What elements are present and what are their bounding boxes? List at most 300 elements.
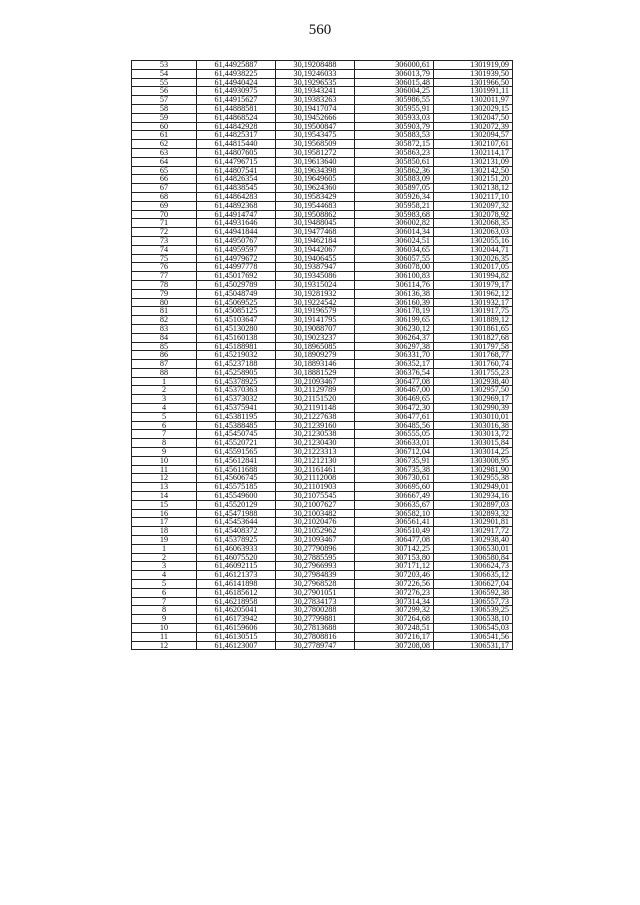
latitude-cell: 61,44914747: [197, 210, 276, 219]
x-coordinate-cell: 306331,70: [355, 351, 434, 360]
x-coordinate-cell: 307153,80: [355, 553, 434, 562]
longitude-cell: 30,19583429: [276, 192, 355, 201]
point-number-cell: 74: [132, 245, 197, 254]
x-coordinate-cell: 305872,15: [355, 140, 434, 149]
point-number-cell: 6: [132, 588, 197, 597]
longitude-cell: 30,21075545: [276, 492, 355, 501]
table-row: [132, 553, 513, 562]
table-row: [132, 175, 513, 184]
latitude-cell: 61,46075520: [197, 553, 276, 562]
point-number-cell: 11: [132, 465, 197, 474]
y-coordinate-cell: 1302897,03: [434, 500, 513, 509]
table-row: [132, 360, 513, 369]
table-row: [132, 122, 513, 131]
point-number-cell: 86: [132, 351, 197, 360]
longitude-cell: 30,27799881: [276, 615, 355, 624]
y-coordinate-cell: 1303013,72: [434, 430, 513, 439]
latitude-cell: 61,45520721: [197, 439, 276, 448]
longitude-cell: 30,27984839: [276, 571, 355, 580]
latitude-cell: 61,45029789: [197, 280, 276, 289]
y-coordinate-cell: 1306580,84: [434, 553, 513, 562]
point-number-cell: 13: [132, 483, 197, 492]
latitude-cell: 61,45611688: [197, 465, 276, 474]
latitude-cell: 61,46123007: [197, 641, 276, 650]
latitude-cell: 61,46092115: [197, 562, 276, 571]
table-row: [132, 87, 513, 96]
y-coordinate-cell: 1301861,65: [434, 324, 513, 333]
table-row: [132, 518, 513, 527]
x-coordinate-cell: 306004,25: [355, 87, 434, 96]
point-number-cell: 65: [132, 166, 197, 175]
table-row: [132, 69, 513, 78]
y-coordinate-cell: 1306541,56: [434, 632, 513, 641]
point-number-cell: 3: [132, 395, 197, 404]
y-coordinate-cell: 1303014,25: [434, 448, 513, 457]
y-coordinate-cell: 1302072,39: [434, 122, 513, 131]
point-number-cell: 73: [132, 236, 197, 245]
longitude-cell: 30,19406455: [276, 254, 355, 263]
point-number-cell: 16: [132, 509, 197, 518]
latitude-cell: 61,46121373: [197, 571, 276, 580]
longitude-cell: 30,21093467: [276, 377, 355, 386]
latitude-cell: 61,44892368: [197, 201, 276, 210]
table-row: [132, 342, 513, 351]
longitude-cell: 30,21161461: [276, 465, 355, 474]
point-number-cell: 79: [132, 289, 197, 298]
point-number-cell: 75: [132, 254, 197, 263]
latitude-cell: 61,44940424: [197, 78, 276, 87]
y-coordinate-cell: 1301962,12: [434, 289, 513, 298]
table-row: [132, 140, 513, 149]
x-coordinate-cell: 305883,53: [355, 131, 434, 140]
point-number-cell: 57: [132, 96, 197, 105]
x-coordinate-cell: 307276,23: [355, 588, 434, 597]
y-coordinate-cell: 1302138,12: [434, 184, 513, 193]
x-coordinate-cell: 305863,23: [355, 148, 434, 157]
x-coordinate-cell: 306477,08: [355, 536, 434, 545]
point-number-cell: 88: [132, 368, 197, 377]
longitude-cell: 30,19246033: [276, 69, 355, 78]
coordinates-table: [131, 60, 513, 650]
longitude-cell: 30,18881529: [276, 368, 355, 377]
y-coordinate-cell: 1302901,81: [434, 518, 513, 527]
latitude-cell: 61,45591565: [197, 448, 276, 457]
y-coordinate-cell: 1301919,09: [434, 61, 513, 70]
latitude-cell: 61,45219032: [197, 351, 276, 360]
point-number-cell: 83: [132, 324, 197, 333]
x-coordinate-cell: 306264,37: [355, 333, 434, 342]
table-row: [132, 509, 513, 518]
y-coordinate-cell: 1302047,50: [434, 113, 513, 122]
table-row: [132, 483, 513, 492]
table-row: [132, 166, 513, 175]
point-number-cell: 76: [132, 263, 197, 272]
longitude-cell: 30,19543475: [276, 131, 355, 140]
latitude-cell: 61,44888581: [197, 104, 276, 113]
latitude-cell: 61,44997778: [197, 263, 276, 272]
y-coordinate-cell: 1306530,01: [434, 544, 513, 553]
point-number-cell: 71: [132, 219, 197, 228]
x-coordinate-cell: 306735,91: [355, 456, 434, 465]
latitude-cell: 61,46185612: [197, 588, 276, 597]
longitude-cell: 30,19477468: [276, 228, 355, 237]
point-number-cell: 7: [132, 597, 197, 606]
table-row: [132, 307, 513, 316]
y-coordinate-cell: 1306539,25: [434, 606, 513, 615]
latitude-cell: 61,46159606: [197, 624, 276, 633]
table-row: [132, 201, 513, 210]
point-number-cell: 1: [132, 377, 197, 386]
point-number-cell: 66: [132, 175, 197, 184]
y-coordinate-cell: 1301889,12: [434, 316, 513, 325]
latitude-cell: 61,45069525: [197, 298, 276, 307]
table-row: [132, 272, 513, 281]
y-coordinate-cell: 1302068,35: [434, 219, 513, 228]
y-coordinate-cell: 1302981,90: [434, 465, 513, 474]
latitude-cell: 61,44930975: [197, 87, 276, 96]
longitude-cell: 30,27966993: [276, 562, 355, 571]
x-coordinate-cell: 306667,49: [355, 492, 434, 501]
point-number-cell: 54: [132, 69, 197, 78]
y-coordinate-cell: 1302142,50: [434, 166, 513, 175]
longitude-cell: 30,19208488: [276, 61, 355, 70]
y-coordinate-cell: 1302917,72: [434, 527, 513, 536]
latitude-cell: 61,45373032: [197, 395, 276, 404]
table-row: [132, 351, 513, 360]
x-coordinate-cell: 305933,03: [355, 113, 434, 122]
longitude-cell: 30,21093467: [276, 536, 355, 545]
point-number-cell: 60: [132, 122, 197, 131]
longitude-cell: 30,27790896: [276, 544, 355, 553]
latitude-cell: 61,45103647: [197, 316, 276, 325]
x-coordinate-cell: 306469,65: [355, 395, 434, 404]
y-coordinate-cell: 1301966,50: [434, 78, 513, 87]
latitude-cell: 61,44838545: [197, 184, 276, 193]
x-coordinate-cell: 305862,36: [355, 166, 434, 175]
x-coordinate-cell: 306352,17: [355, 360, 434, 369]
longitude-cell: 30,27885595: [276, 553, 355, 562]
latitude-cell: 61,45017692: [197, 272, 276, 281]
y-coordinate-cell: 1303015,84: [434, 439, 513, 448]
point-number-cell: 9: [132, 615, 197, 624]
y-coordinate-cell: 1302949,01: [434, 483, 513, 492]
latitude-cell: 61,44815440: [197, 140, 276, 149]
longitude-cell: 30,19452666: [276, 113, 355, 122]
y-coordinate-cell: 1301917,75: [434, 307, 513, 316]
x-coordinate-cell: 306485,56: [355, 421, 434, 430]
longitude-cell: 30,19462184: [276, 236, 355, 245]
x-coordinate-cell: 306024,51: [355, 236, 434, 245]
x-coordinate-cell: 306136,38: [355, 289, 434, 298]
point-number-cell: 53: [132, 61, 197, 70]
x-coordinate-cell: 306015,48: [355, 78, 434, 87]
x-coordinate-cell: 306510,49: [355, 527, 434, 536]
y-coordinate-cell: 1306624,73: [434, 562, 513, 571]
y-coordinate-cell: 1302055,16: [434, 236, 513, 245]
latitude-cell: 61,45130280: [197, 324, 276, 333]
longitude-cell: 30,18893146: [276, 360, 355, 369]
y-coordinate-cell: 1301932,17: [434, 298, 513, 307]
longitude-cell: 30,27901051: [276, 588, 355, 597]
y-coordinate-cell: 1302893,32: [434, 509, 513, 518]
table-row: [132, 298, 513, 307]
y-coordinate-cell: 1302938,40: [434, 377, 513, 386]
table-row: [132, 597, 513, 606]
point-number-cell: 10: [132, 456, 197, 465]
latitude-cell: 61,46205041: [197, 606, 276, 615]
point-number-cell: 81: [132, 307, 197, 316]
point-number-cell: 69: [132, 201, 197, 210]
longitude-cell: 30,19141795: [276, 316, 355, 325]
y-coordinate-cell: 1306592,38: [434, 588, 513, 597]
table-row: [132, 500, 513, 509]
point-number-cell: 2: [132, 553, 197, 562]
point-number-cell: 61: [132, 131, 197, 140]
x-coordinate-cell: 305897,05: [355, 184, 434, 193]
latitude-cell: 61,44868524: [197, 113, 276, 122]
y-coordinate-cell: 1301827,68: [434, 333, 513, 342]
latitude-cell: 61,44825317: [197, 131, 276, 140]
latitude-cell: 61,45549600: [197, 492, 276, 501]
latitude-cell: 61,44826354: [197, 175, 276, 184]
table-row: [132, 228, 513, 237]
longitude-cell: 30,21191148: [276, 404, 355, 413]
x-coordinate-cell: 306555,05: [355, 430, 434, 439]
latitude-cell: 61,45237188: [197, 360, 276, 369]
x-coordinate-cell: 306078,00: [355, 263, 434, 272]
longitude-cell: 30,19508862: [276, 210, 355, 219]
x-coordinate-cell: 306730,61: [355, 474, 434, 483]
table-row: [132, 104, 513, 113]
point-number-cell: 62: [132, 140, 197, 149]
longitude-cell: 30,19023237: [276, 333, 355, 342]
point-number-cell: 84: [132, 333, 197, 342]
x-coordinate-cell: 305955,91: [355, 104, 434, 113]
point-number-cell: 67: [132, 184, 197, 193]
latitude-cell: 61,44807541: [197, 166, 276, 175]
latitude-cell: 61,45606745: [197, 474, 276, 483]
x-coordinate-cell: 306695,60: [355, 483, 434, 492]
table-row: [132, 395, 513, 404]
longitude-cell: 30,19649605: [276, 175, 355, 184]
table-row: [132, 157, 513, 166]
latitude-cell: 61,46063933: [197, 544, 276, 553]
longitude-cell: 30,18965085: [276, 342, 355, 351]
table-row: [132, 465, 513, 474]
latitude-cell: 61,46141898: [197, 580, 276, 589]
table-row: [132, 536, 513, 545]
y-coordinate-cell: 1301768,77: [434, 351, 513, 360]
table-row: [132, 492, 513, 501]
x-coordinate-cell: 305883,09: [355, 175, 434, 184]
point-number-cell: 64: [132, 157, 197, 166]
y-coordinate-cell: 1302957,50: [434, 386, 513, 395]
x-coordinate-cell: 306477,61: [355, 412, 434, 421]
x-coordinate-cell: 306297,38: [355, 342, 434, 351]
x-coordinate-cell: 306057,55: [355, 254, 434, 263]
point-number-cell: 78: [132, 280, 197, 289]
x-coordinate-cell: 307208,08: [355, 641, 434, 650]
table-row: [132, 289, 513, 298]
latitude-cell: 61,45408372: [197, 527, 276, 536]
point-number-cell: 5: [132, 580, 197, 589]
longitude-cell: 30,21230538: [276, 430, 355, 439]
table-row: [132, 412, 513, 421]
latitude-cell: 61,45471988: [197, 509, 276, 518]
y-coordinate-cell: 1302011,97: [434, 96, 513, 105]
latitude-cell: 61,44796715: [197, 157, 276, 166]
x-coordinate-cell: 306160,39: [355, 298, 434, 307]
table-row: [132, 210, 513, 219]
y-coordinate-cell: 1302990,39: [434, 404, 513, 413]
point-number-cell: 55: [132, 78, 197, 87]
longitude-cell: 30,19500847: [276, 122, 355, 131]
longitude-cell: 30,19383263: [276, 96, 355, 105]
y-coordinate-cell: 1306531,17: [434, 641, 513, 650]
latitude-cell: 61,45381195: [197, 412, 276, 421]
latitude-cell: 61,45048749: [197, 289, 276, 298]
x-coordinate-cell: 305983,68: [355, 210, 434, 219]
y-coordinate-cell: 1302114,17: [434, 148, 513, 157]
x-coordinate-cell: 305986,55: [355, 96, 434, 105]
x-coordinate-cell: 306002,82: [355, 219, 434, 228]
latitude-cell: 61,44950767: [197, 236, 276, 245]
x-coordinate-cell: 307299,32: [355, 606, 434, 615]
longitude-cell: 30,21227638: [276, 412, 355, 421]
point-number-cell: 6: [132, 421, 197, 430]
longitude-cell: 30,27834173: [276, 597, 355, 606]
latitude-cell: 61,45188981: [197, 342, 276, 351]
point-number-cell: 58: [132, 104, 197, 113]
x-coordinate-cell: 305903,79: [355, 122, 434, 131]
coordinates-table-body: [132, 61, 513, 650]
x-coordinate-cell: 306000,61: [355, 61, 434, 70]
y-coordinate-cell: 1302955,38: [434, 474, 513, 483]
x-coordinate-cell: 306582,10: [355, 509, 434, 518]
latitude-cell: 61,44959597: [197, 245, 276, 254]
y-coordinate-cell: 1302078,92: [434, 210, 513, 219]
longitude-cell: 30,21223313: [276, 448, 355, 457]
longitude-cell: 30,19488045: [276, 219, 355, 228]
table-row: [132, 421, 513, 430]
longitude-cell: 30,19296535: [276, 78, 355, 87]
point-number-cell: 77: [132, 272, 197, 281]
longitude-cell: 30,19196579: [276, 307, 355, 316]
point-number-cell: 59: [132, 113, 197, 122]
table-row: [132, 148, 513, 157]
longitude-cell: 30,21129789: [276, 386, 355, 395]
point-number-cell: 72: [132, 228, 197, 237]
point-number-cell: 8: [132, 439, 197, 448]
point-number-cell: 82: [132, 316, 197, 325]
y-coordinate-cell: 1301994,82: [434, 272, 513, 281]
y-coordinate-cell: 1301760,74: [434, 360, 513, 369]
longitude-cell: 30,27968528: [276, 580, 355, 589]
table-row: [132, 316, 513, 325]
y-coordinate-cell: 1306538,10: [434, 615, 513, 624]
point-number-cell: 85: [132, 342, 197, 351]
point-number-cell: 17: [132, 518, 197, 527]
point-number-cell: 80: [132, 298, 197, 307]
table-row: [132, 236, 513, 245]
point-number-cell: 68: [132, 192, 197, 201]
latitude-cell: 61,45085125: [197, 307, 276, 316]
y-coordinate-cell: 1302026,35: [434, 254, 513, 263]
point-number-cell: 11: [132, 632, 197, 641]
longitude-cell: 30,19634398: [276, 166, 355, 175]
latitude-cell: 61,45612841: [197, 456, 276, 465]
x-coordinate-cell: 306472,30: [355, 404, 434, 413]
table-row: [132, 624, 513, 633]
point-number-cell: 12: [132, 474, 197, 483]
x-coordinate-cell: 305850,61: [355, 157, 434, 166]
longitude-cell: 30,21239160: [276, 421, 355, 430]
x-coordinate-cell: 306114,76: [355, 280, 434, 289]
y-coordinate-cell: 1302029,15: [434, 104, 513, 113]
table-row: [132, 430, 513, 439]
point-number-cell: 63: [132, 148, 197, 157]
longitude-cell: 30,19417074: [276, 104, 355, 113]
point-number-cell: 19: [132, 536, 197, 545]
longitude-cell: 30,19088707: [276, 324, 355, 333]
x-coordinate-cell: 306100,83: [355, 272, 434, 281]
latitude-cell: 61,45453644: [197, 518, 276, 527]
table-row: [132, 448, 513, 457]
latitude-cell: 61,45378925: [197, 377, 276, 386]
x-coordinate-cell: 306376,54: [355, 368, 434, 377]
table-row: [132, 580, 513, 589]
point-number-cell: 15: [132, 500, 197, 509]
point-number-cell: 2: [132, 386, 197, 395]
latitude-cell: 61,44938225: [197, 69, 276, 78]
x-coordinate-cell: 307171,12: [355, 562, 434, 571]
point-number-cell: 3: [132, 562, 197, 571]
longitude-cell: 30,21007627: [276, 500, 355, 509]
table-row: [132, 439, 513, 448]
latitude-cell: 61,45575185: [197, 483, 276, 492]
y-coordinate-cell: 1302131,09: [434, 157, 513, 166]
latitude-cell: 61,44864283: [197, 192, 276, 201]
longitude-cell: 30,19581272: [276, 148, 355, 157]
latitude-cell: 61,44941844: [197, 228, 276, 237]
table-row: [132, 96, 513, 105]
latitude-cell: 61,45388485: [197, 421, 276, 430]
y-coordinate-cell: 1306557,73: [434, 597, 513, 606]
x-coordinate-cell: 306635,67: [355, 500, 434, 509]
longitude-cell: 30,21212130: [276, 456, 355, 465]
x-coordinate-cell: 307203,46: [355, 571, 434, 580]
point-number-cell: 18: [132, 527, 197, 536]
point-number-cell: 4: [132, 404, 197, 413]
y-coordinate-cell: 1301991,11: [434, 87, 513, 96]
table-row: [132, 571, 513, 580]
x-coordinate-cell: 307226,56: [355, 580, 434, 589]
x-coordinate-cell: 306561,41: [355, 518, 434, 527]
latitude-cell: 61,45258905: [197, 368, 276, 377]
table-row: [132, 641, 513, 650]
y-coordinate-cell: 1303010,01: [434, 412, 513, 421]
x-coordinate-cell: 306014,34: [355, 228, 434, 237]
table-row: [132, 527, 513, 536]
point-number-cell: 87: [132, 360, 197, 369]
table-row: [132, 219, 513, 228]
y-coordinate-cell: 1302063,03: [434, 228, 513, 237]
longitude-cell: 30,19544683: [276, 201, 355, 210]
table-row: [132, 562, 513, 571]
table-row: [132, 263, 513, 272]
y-coordinate-cell: 1302934,16: [434, 492, 513, 501]
longitude-cell: 30,21003482: [276, 509, 355, 518]
